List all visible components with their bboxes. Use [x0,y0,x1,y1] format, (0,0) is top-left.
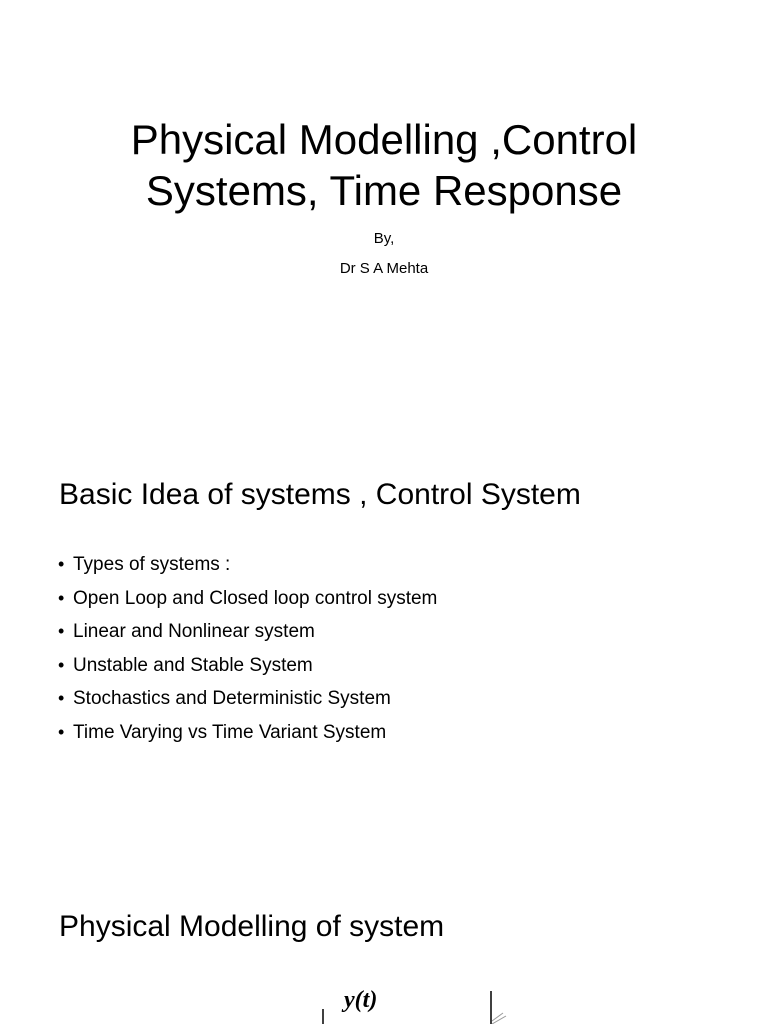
bullet-icon: • [58,621,65,641]
presentation-title [0,114,768,216]
bullet-list [58,548,437,749]
bullet-icon: • [58,554,65,574]
bullet-icon: • [58,654,65,675]
author-name: Dr S A Mehta [339,260,429,277]
bullet-text: Unstable and Stable System [73,654,313,676]
content-slide-physical-modelling [0,870,768,1024]
title-line-1: Physical Modelling ,Control [130,116,638,163]
bullet-item [58,716,437,750]
bullet-icon: • [58,587,65,608]
bullet-item [58,649,437,683]
content-slide-basic-idea [0,440,768,860]
bullet-text: Types of systems : [73,554,231,575]
output-signal-label: y(t) [344,987,378,1013]
bullet-item [58,615,437,649]
slide-heading: Basic Idea of systems , Control System [59,478,581,511]
diagram-hatch [492,1013,503,1021]
title-line-2: Systems, Time Response [145,167,623,214]
bullet-text: Open Loop and Closed loop control system [73,587,438,609]
bullet-text: Time Varying vs Time Variant System [73,721,387,743]
slide-heading: Physical Modelling of system [59,910,445,943]
diagram-lines [300,985,530,1024]
bullet-icon: • [58,688,65,708]
bullet-item [58,582,437,616]
bullet-icon: • [58,721,65,742]
bullet-item [58,682,437,716]
title-slide [0,0,768,430]
bullet-text: Linear and Nonlinear system [73,621,315,642]
system-diagram [300,985,530,1024]
subtitle-by: By, [373,230,395,247]
bullet-text: Stochastics and Deterministic System [73,688,391,709]
bullet-item [58,548,437,582]
